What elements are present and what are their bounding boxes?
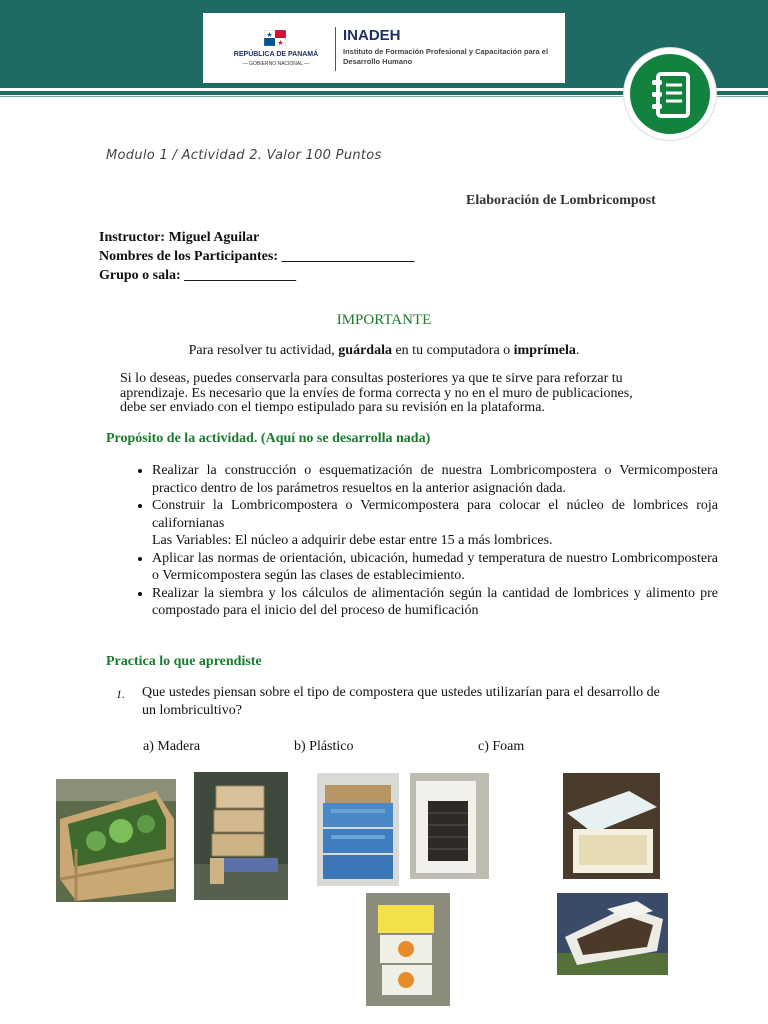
group-line: Grupo o sala: ________________ bbox=[99, 268, 297, 283]
question-number: 1. bbox=[116, 687, 125, 701]
foam-bed-soil-photo bbox=[557, 893, 668, 975]
document-title: Elaboración de Lombricompost bbox=[466, 193, 656, 208]
option-wood: a) Madera bbox=[143, 739, 201, 754]
notebook-icon bbox=[648, 70, 694, 120]
purpose-heading: Propósito de la actividad. (Aquí no se desarrolla nada) bbox=[106, 431, 431, 446]
save-emphasis: guárdala bbox=[338, 343, 392, 358]
purpose-list bbox=[108, 462, 718, 620]
blue-plastic-bins-photo bbox=[317, 773, 399, 886]
question-text: Que ustedes piensan sobre el tipo de compostera que ustedes utilizarían para el desarrollo de un lombricultivo? bbox=[142, 685, 660, 718]
option-foam: c) Foam bbox=[478, 739, 525, 754]
stacked-wood-trays-photo bbox=[194, 772, 288, 900]
list-item: • Aplicar las normas de orientación, ubicación, humedad y temperatura de nuestro Lombricompostera o Vermicompostera según las clases de establecimiento. bbox=[152, 550, 718, 585]
practice-heading: Practica lo que aprendiste bbox=[106, 654, 262, 669]
wooden-raised-bed-photo bbox=[56, 779, 176, 902]
notice-paragraph: Si lo deseas, puedes conservarla para consultas posteriores ya que te sirve para reforzar tu aprendizaje. Es necesario que la envíes de forma correcta y no en el muro de publicaciones, debe ser enviado con el tiempo estipulado para su revisión en la plataforma. bbox=[120, 371, 633, 415]
module-title: Modulo 1 / Actividad 2. Valor 100 Puntos bbox=[106, 148, 382, 163]
list-item-continuation: Las Variables: El núcleo a adquirir debe estar entre 15 a más lombrices. bbox=[152, 533, 553, 548]
list-item: • Realizar la construcción o esquematización de nuestra Lombricompostera o Vermicompostera practico dentro de los parámetros resueltos en la anterior asignación dada. bbox=[152, 462, 718, 497]
institution-logo-box bbox=[203, 13, 565, 83]
resolve-text-3: . bbox=[575, 343, 580, 358]
important-heading: IMPORTANTE bbox=[336, 312, 432, 328]
notebook-badge bbox=[624, 48, 716, 140]
list-item: • Construir la Lombricompostera o Vermicompostera para colocar el núcleo de lombrices roja californianas bbox=[152, 497, 718, 532]
logo-divider bbox=[335, 27, 336, 71]
option-plastic: b) Plástico bbox=[294, 739, 354, 754]
republic-name: REPÚBLICA DE PANAMÁ bbox=[233, 51, 319, 58]
resolve-instruction bbox=[0, 343, 768, 359]
resolve-text-2: en tu computadora o bbox=[391, 343, 514, 358]
org-full-name: Instituto de Formación Profesional y Capacitación para el Desarrollo Humano bbox=[343, 47, 549, 66]
government-label: — GOBIERNO NACIONAL — bbox=[242, 61, 310, 67]
foam-cooler-photo bbox=[563, 773, 660, 879]
panama-flag-icon bbox=[264, 30, 286, 46]
foam-box-crate-photo bbox=[410, 773, 489, 879]
print-emphasis: imprímela bbox=[513, 343, 576, 358]
plastic-buckets-photo bbox=[366, 893, 450, 1006]
list-item: • Realizar la siembra y los cálculos de alimentación según la cantidad de lombrices y alimento pre compostado para el inicio del del proceso de humificación bbox=[152, 585, 718, 620]
participants-line: Nombres de los Participantes: ___________________ bbox=[99, 249, 415, 264]
org-name: INADEH bbox=[343, 27, 401, 44]
instructor-line: Instructor: Miguel Aguilar bbox=[99, 230, 260, 245]
resolve-text-1: Para resolver tu actividad, bbox=[188, 343, 339, 358]
